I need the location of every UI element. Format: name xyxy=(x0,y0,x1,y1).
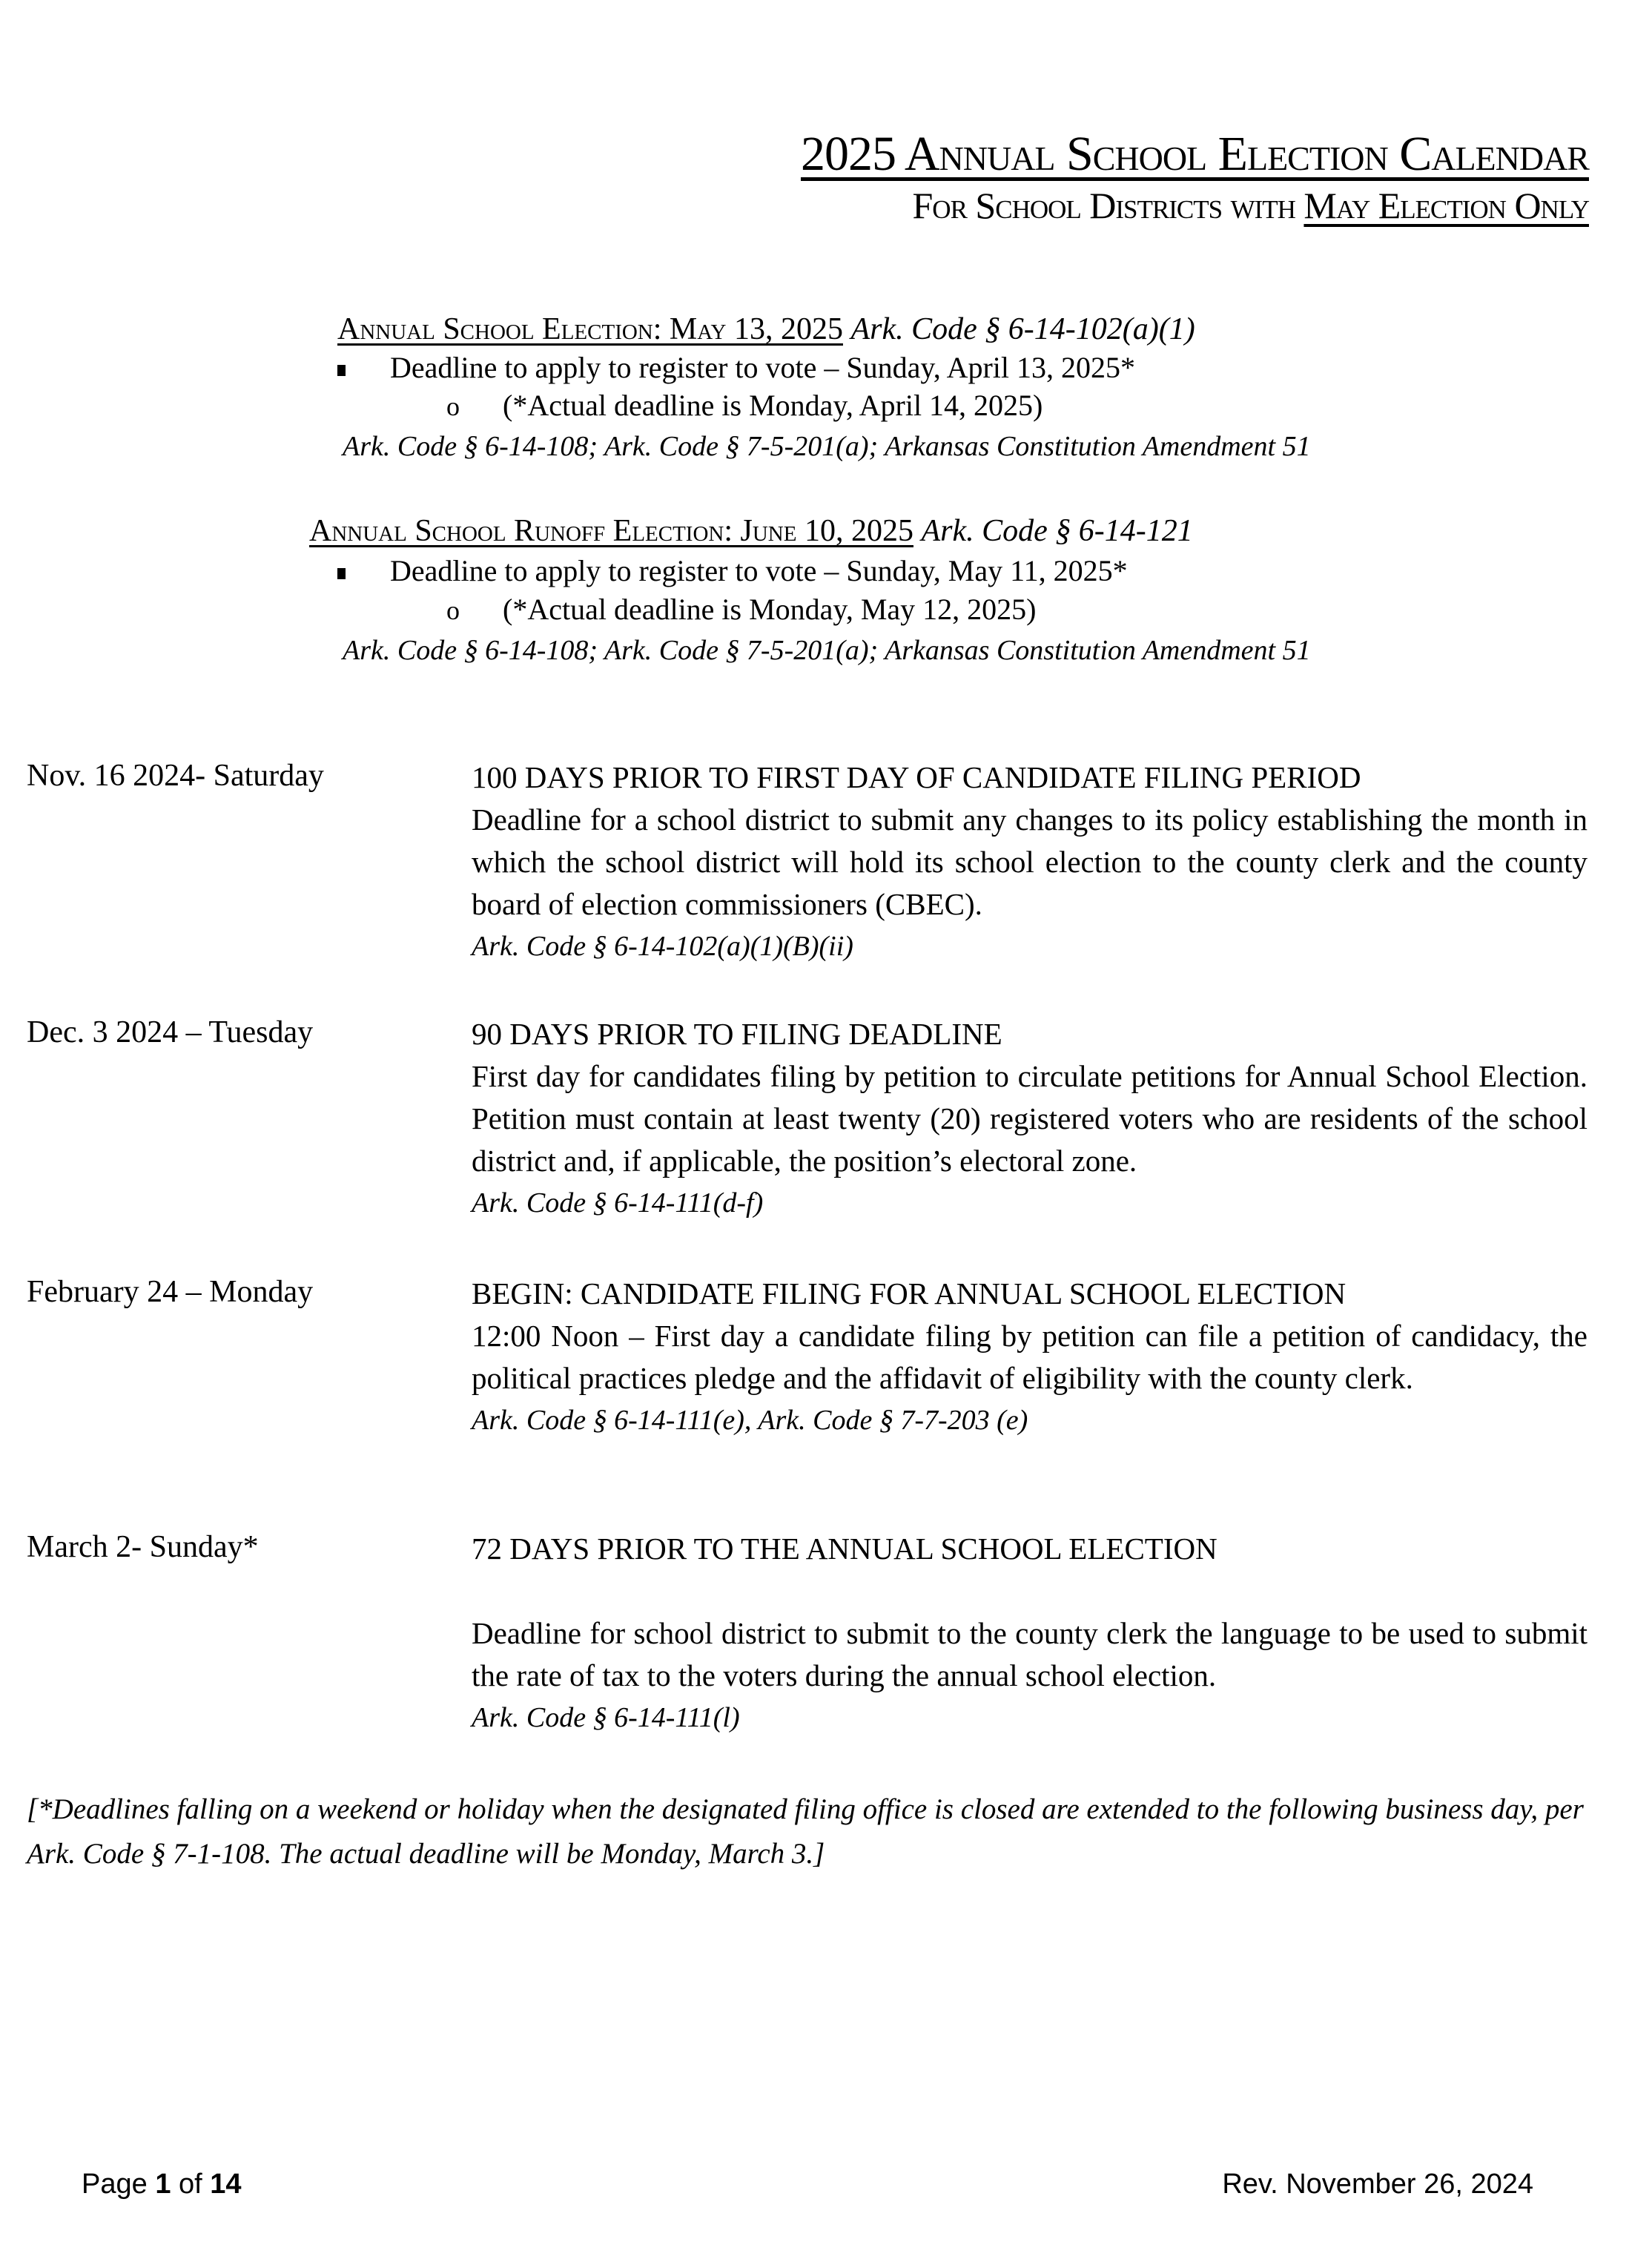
page-number xyxy=(82,2169,242,2200)
annual-election-heading: Annual School Election: May 13, 2025 xyxy=(337,312,843,346)
sub-bullet-text: (*Actual deadline is Monday, May 12, 2025) xyxy=(503,593,1037,626)
annual-election-heading-row xyxy=(337,311,1195,347)
runoff-election-heading: Annual School Runoff Election: June 10, 2025 xyxy=(309,514,913,548)
revision-date: Rev. November 26, 2024 xyxy=(1222,2169,1533,2200)
annual-election-references: Ark. Code § 6-14-108; Ark. Code § 7-5-201(a); Arkansas Constitution Amendment 51 xyxy=(343,431,1311,462)
runoff-election-sub-bullet xyxy=(446,592,1036,627)
page-of: of xyxy=(171,2169,211,2200)
calendar-entry xyxy=(472,756,1587,968)
bullet-text: Deadline to apply to register to vote – Sunday, April 13, 2025* xyxy=(390,351,1136,384)
entry-body: Deadline for a school district to submit any changes to its policy establishing the month in which the school district will hold its school election to the county clerk and the county board of election commissioners (CBEC). xyxy=(472,802,1587,921)
circle-bullet-icon: o xyxy=(446,596,460,625)
footnote: [*Deadlines falling on a weekend or holiday when the designated filing office is closed are extended to the following business day, per Ark. Code § 7-1-108. The actual deadline will be Monday, March 3.] xyxy=(27,1793,1584,1870)
document-subtitle xyxy=(912,184,1589,227)
entry-heading: BEGIN: CANDIDATE FILING FOR ANNUAL SCHOOL ELECTION xyxy=(472,1276,1347,1310)
square-bullet-icon xyxy=(337,568,346,579)
page-label: Page xyxy=(82,2169,156,2200)
page-current: 1 xyxy=(155,2169,171,2200)
entry-body-lead: 12:00 Noon xyxy=(472,1319,619,1353)
annual-election-sub-bullet xyxy=(446,388,1043,423)
entry-body: Deadline for school district to submit to the county clerk the language to be used to submit the rate of tax to the voters during the annual school election. xyxy=(472,1616,1587,1692)
entry-citation: Ark. Code § 6-14-111(l) xyxy=(472,1702,740,1733)
page-total: 14 xyxy=(210,2169,242,2200)
calendar-entry xyxy=(472,1013,1587,1224)
calendar-entry xyxy=(472,1528,1587,1739)
sub-bullet-text: (*Actual deadline is Monday, April 14, 2025) xyxy=(503,389,1043,422)
subtitle-prefix: For School Districts with xyxy=(912,185,1304,226)
runoff-election-citation: Ark. Code § 6-14-121 xyxy=(921,514,1193,548)
calendar-date: February 24 – Monday xyxy=(27,1275,314,1309)
runoff-election-heading-row xyxy=(309,513,1193,549)
annual-election-bullet xyxy=(337,350,1135,385)
calendar-date: Nov. 16 2024- Saturday xyxy=(27,759,324,793)
subtitle-emphasis: May Election Only xyxy=(1304,185,1589,226)
entry-heading: 100 DAYS PRIOR TO FIRST DAY OF CANDIDATE FILING PERIOD xyxy=(472,760,1361,794)
entry-citation: Ark. Code § 6-14-111(e), Ark. Code § 7-7-203 (e) xyxy=(472,1405,1028,1436)
circle-bullet-icon: o xyxy=(446,392,460,421)
entry-body xyxy=(472,1315,1587,1399)
bullet-text: Deadline to apply to register to vote – Sunday, May 11, 2025* xyxy=(390,554,1128,587)
entry-citation: Ark. Code § 6-14-111(d-f) xyxy=(472,1187,764,1219)
document-title: 2025 Annual School Election Calendar xyxy=(801,127,1589,181)
annual-election-citation: Ark. Code § 6-14-102(a)(1) xyxy=(850,312,1195,346)
runoff-election-references: Ark. Code § 6-14-108; Ark. Code § 7-5-201(a); Arkansas Constitution Amendment 51 xyxy=(343,635,1311,666)
entry-heading: 72 DAYS PRIOR TO THE ANNUAL SCHOOL ELECTION xyxy=(472,1532,1217,1566)
calendar-date: March 2- Sunday* xyxy=(27,1530,259,1564)
entry-heading: 90 DAYS PRIOR TO FILING DEADLINE xyxy=(472,1017,1002,1051)
entry-body: First day for candidates filing by petition to circulate petitions for Annual School Election. Petition must contain at least twenty (20) registered voters who are residents of the school district and, if applicable, the position’s electoral zone. xyxy=(472,1059,1587,1178)
entry-body-text: – First day a candidate filing by petition can file a petition of candidacy, the political practices pledge and the affidavit of eligibility with the county clerk. xyxy=(472,1319,1587,1395)
entry-citation: Ark. Code § 6-14-102(a)(1)(B)(ii) xyxy=(472,931,853,962)
calendar-entry xyxy=(472,1273,1587,1442)
runoff-election-bullet xyxy=(337,553,1128,588)
calendar-date: Dec. 3 2024 – Tuesday xyxy=(27,1015,314,1049)
square-bullet-icon xyxy=(337,365,346,376)
